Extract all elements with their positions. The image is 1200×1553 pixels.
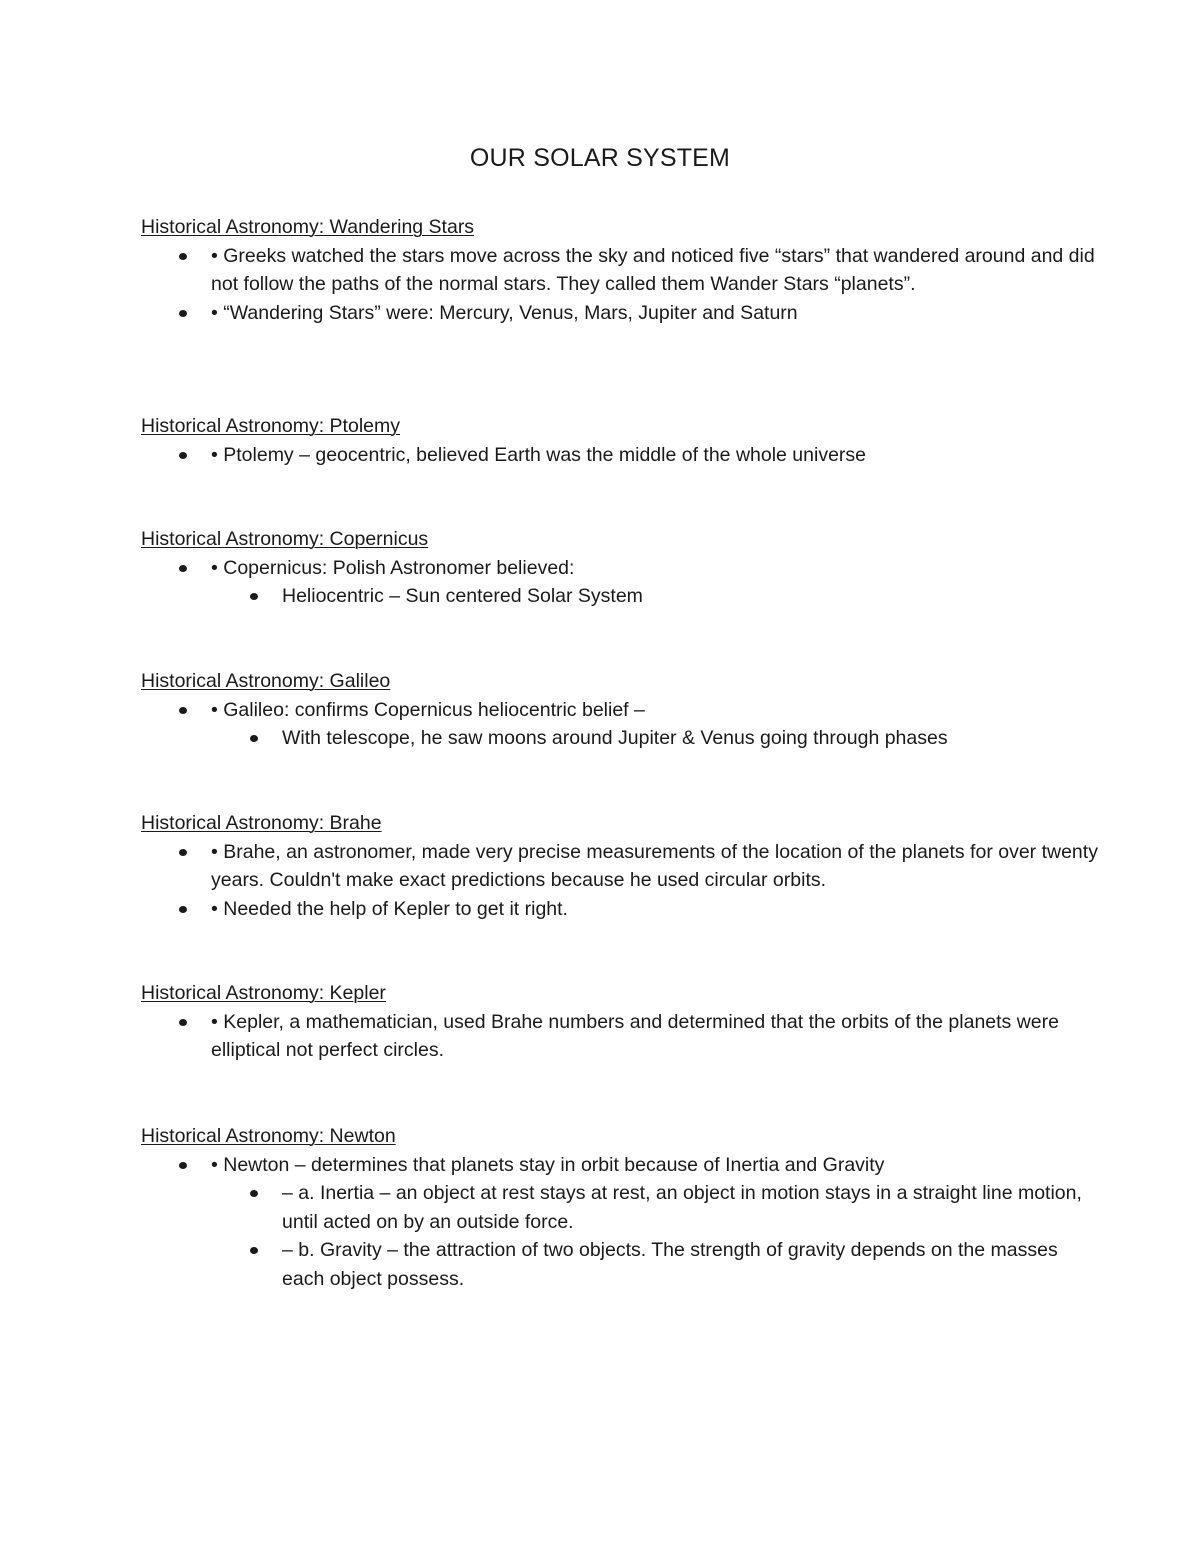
section-heading: Historical Astronomy: Brahe [141, 812, 382, 834]
list-item-text: • Copernicus: Polish Astronomer believed: [211, 556, 575, 579]
sub-list-item [141, 582, 1101, 611]
section-heading: Historical Astronomy: Newton [141, 1125, 396, 1147]
bullet-list [141, 242, 1101, 328]
bullet-dot-icon [179, 253, 187, 260]
list-item [141, 242, 1101, 299]
bullet-list [141, 838, 1101, 924]
bullet-dot-icon [179, 1019, 187, 1026]
bullet-dot-icon [179, 452, 187, 459]
sub-list-item [141, 1236, 1101, 1293]
section-kepler [141, 979, 1101, 1065]
list-item [141, 1008, 1101, 1065]
bullet-dot-icon [250, 593, 258, 600]
section-ptolemy [141, 412, 1101, 469]
bullet-list [141, 554, 1101, 611]
list-item [141, 696, 1101, 753]
sub-bullet-list [141, 724, 1101, 753]
list-item-text: • Galileo: confirms Copernicus heliocentric belief – [211, 698, 645, 721]
bullet-dot-icon [179, 707, 187, 714]
sub-list-item-text: Heliocentric – Sun centered Solar System [282, 585, 643, 607]
bullet-list [141, 1151, 1101, 1294]
list-item [141, 838, 1101, 895]
sub-list-item-text: With telescope, he saw moons around Jupiter & Venus going through phases [282, 727, 948, 749]
bullet-dot-icon [179, 1162, 187, 1169]
section-heading: Historical Astronomy: Galileo [141, 670, 391, 692]
list-item [141, 299, 1101, 328]
section-newton [141, 1122, 1101, 1293]
list-item-text: • Newton – determines that planets stay in orbit because of Inertia and Gravity [211, 1153, 885, 1176]
list-item [141, 1151, 1101, 1294]
section-galileo [141, 667, 1101, 753]
list-item-text: • Ptolemy – geocentric, believed Earth was the middle of the whole universe [211, 443, 867, 466]
sub-list-item [141, 724, 1101, 753]
bullet-list [141, 441, 1101, 470]
list-item-text: • Needed the help of Kepler to get it right. [211, 897, 568, 920]
list-item [141, 441, 1101, 470]
bullet-list [141, 1008, 1101, 1065]
bullet-dot-icon [250, 1247, 258, 1254]
page-title: OUR SOLAR SYSTEM [469, 144, 731, 172]
section-brahe [141, 809, 1101, 923]
list-item-text: • Greeks watched the stars move across the sky and noticed five “stars” that wandered around and did not follow the paths of the normal stars. They called them Wander Stars “planets”. [211, 244, 1095, 295]
bullet-dot-icon [179, 849, 187, 856]
sub-list-item-text: – a. Inertia – an object at rest stays at rest, an object in motion stays in a straight line motion, until acted on by an outside force. [282, 1182, 1082, 1233]
list-item [141, 554, 1101, 611]
section-heading: Historical Astronomy: Ptolemy [141, 415, 400, 437]
list-item-text: • Kepler, a mathematician, used Brahe numbers and determined that the orbits of the planets were elliptical not perfect circles. [211, 1010, 1059, 1061]
sub-list-item [141, 1179, 1101, 1236]
section-copernicus [141, 525, 1101, 611]
section-heading: Historical Astronomy: Kepler [141, 982, 386, 1004]
bullet-dot-icon [179, 565, 187, 572]
bullet-dot-icon [179, 906, 187, 913]
bullet-dot-icon [250, 735, 258, 742]
bullet-dot-icon [179, 310, 187, 317]
sub-bullet-list [141, 1179, 1101, 1293]
sub-bullet-list [141, 582, 1101, 611]
list-item-text: • “Wandering Stars” were: Mercury, Venus, Mars, Jupiter and Saturn [211, 301, 798, 324]
list-item [141, 895, 1101, 924]
section-heading: Historical Astronomy: Copernicus [141, 528, 429, 550]
list-item-text: • Brahe, an astronomer, made very precise measurements of the location of the planets for over twenty years. Couldn't make exact predictions because he used circular orbits. [211, 840, 1098, 891]
section-heading: Historical Astronomy: Wandering Stars [141, 216, 475, 238]
section-wandering-stars [141, 213, 1101, 327]
bullet-list [141, 696, 1101, 753]
bullet-dot-icon [250, 1190, 258, 1197]
sub-list-item-text: – b. Gravity – the attraction of two objects. The strength of gravity depends on the masses each object possess. [282, 1239, 1058, 1290]
